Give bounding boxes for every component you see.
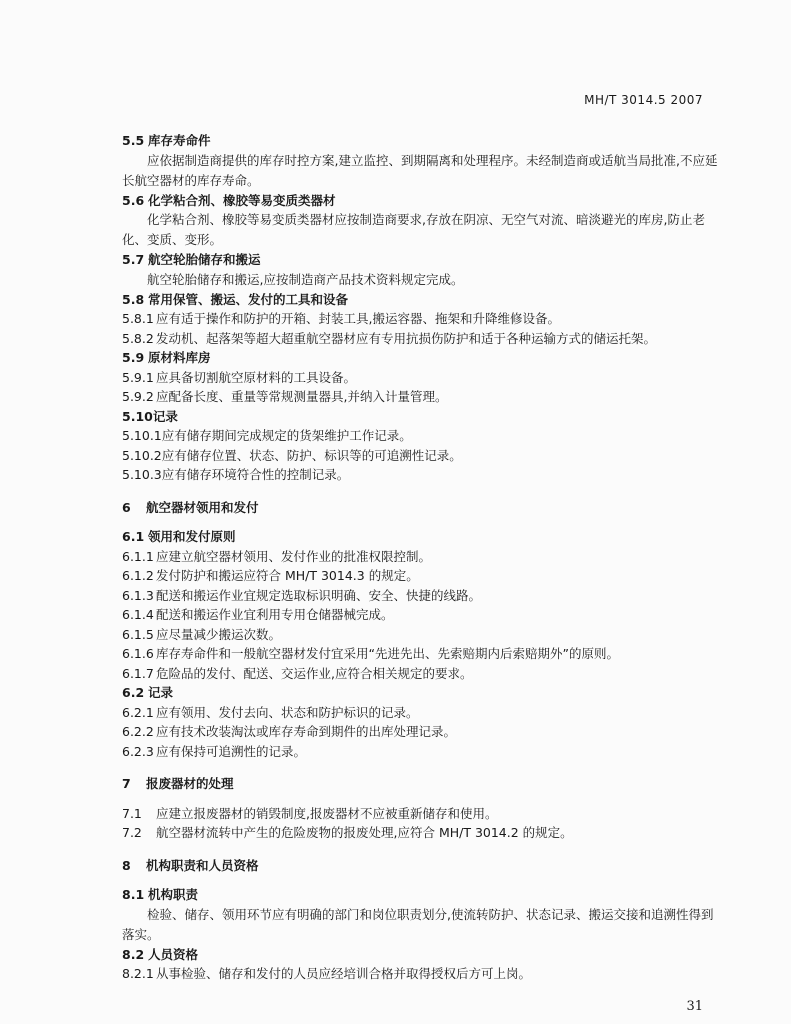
clause-item — [122, 722, 718, 742]
chapter-heading — [122, 498, 718, 518]
clause-text: 记录 — [148, 685, 174, 700]
clause-text: 应尽量减少搬运次数。 — [156, 626, 282, 642]
clause-item — [122, 605, 718, 625]
clause-number: 6.1.1 — [122, 548, 154, 564]
section-heading — [122, 250, 718, 270]
clause-number: 8 — [122, 857, 131, 873]
clause-number: 6.1.4 — [122, 607, 154, 622]
clause-text: 应有储存环境符合性的控制记录。 — [161, 467, 350, 482]
clause-number: 8.2.1 — [122, 966, 154, 981]
clause-item — [122, 586, 718, 606]
clause-item — [122, 368, 718, 388]
clause-text: 应有领用、发付去向、状态和防护标识的记录。 — [156, 704, 419, 720]
clause-number: 6.1.7 — [122, 665, 154, 681]
clause-number: 5.10.3 — [122, 467, 162, 482]
clause-item — [122, 964, 718, 984]
clause-number: 6.1 — [122, 529, 145, 544]
clause-item — [122, 547, 718, 567]
clause-text: 记录 — [152, 408, 178, 424]
clause-text: 应有储存位置、状态、防护、标识等的可追溯性记录。 — [161, 447, 462, 463]
clause-item — [122, 465, 718, 485]
clause-number: 7.1 — [122, 805, 142, 821]
clause-number: 5.10.1 — [122, 428, 162, 443]
section-heading — [122, 885, 718, 905]
clause-text: 发动机、起落架等超大超重航空器材应有专用抗损伤防护和适于各种运输方式的储运托架。 — [156, 330, 657, 346]
clause-text: 航空轮胎储存和搬运 — [148, 252, 261, 267]
clause-item — [122, 566, 718, 586]
clause-item — [122, 329, 718, 349]
clause-text: 报废器材的处理 — [146, 776, 234, 791]
page-number: 31 — [686, 999, 703, 1014]
clause-number: 6.1.3 — [122, 587, 154, 603]
clause-text: 应建立报废器材的销毁制度,报废器材不应被重新储存和使用。 — [156, 805, 498, 821]
body-paragraph: 化学粘合剂、橡胶等易变质类器材应按制造商要求,存放在阴凉、无空气对流、暗淡避光的库房,防止老化、变质、变形。 — [122, 212, 705, 247]
clause-number: 6.2.2 — [122, 724, 154, 739]
clause-number: 5.8.1 — [122, 311, 154, 326]
clause-number: 6.2.3 — [122, 743, 154, 759]
section-heading — [122, 131, 718, 151]
section-heading — [122, 527, 718, 547]
chapter-heading — [122, 774, 718, 794]
clause-number: 5.5 — [122, 133, 145, 148]
clause-text: 库存寿命件和一般航空器材发付宜采用“先进先出、先索赔期内后索赔期外”的原则。 — [156, 646, 619, 661]
clause-text: 应建立航空器材领用、发付作业的批准权限控制。 — [156, 548, 432, 564]
clause-text: 常用保管、搬运、发付的工具和设备 — [148, 291, 349, 307]
section-heading — [122, 191, 718, 211]
clause-number: 5.10 — [122, 408, 153, 424]
clause-number: 7 — [122, 776, 131, 791]
clause-text: 应有技术改装淘汰或库存寿命到期件的出库处理记录。 — [156, 724, 457, 739]
clause-text: 配送和搬运作业宜利用专用仓储器械完成。 — [156, 607, 394, 622]
clause-text: 机构职责 — [148, 887, 199, 902]
section-heading — [122, 683, 718, 703]
clause-item — [122, 625, 718, 645]
clause-number: 7.2 — [122, 825, 142, 840]
clause-number: 5.10.2 — [122, 447, 162, 463]
clause-number: 5.6 — [122, 192, 145, 208]
section-heading — [122, 945, 718, 965]
clause-text: 应有储存期间完成规定的货架维护工作记录。 — [161, 428, 412, 443]
clause-text: 航空器材领用和发付 — [146, 499, 259, 515]
clause-item — [122, 703, 718, 723]
clause-text: 发付防护和搬运应符合 MH/T 3014.3 的规定。 — [156, 568, 419, 583]
clause-text: 原材料库房 — [148, 350, 211, 365]
chapter-heading — [122, 856, 718, 876]
clause-number: 5.8 — [122, 291, 145, 307]
clause-item — [122, 426, 718, 446]
clause-text: 机构职责和人员资格 — [146, 857, 259, 873]
clause-text: 危险品的发付、配送、交运作业,应符合相关规定的要求。 — [156, 665, 473, 681]
clause-number: 8.2 — [122, 946, 145, 962]
clause-number: 6.2 — [122, 685, 145, 700]
clause-text: 配送和搬运作业宜规定选取标识明确、安全、快捷的线路。 — [156, 587, 482, 603]
clause-item — [122, 309, 718, 329]
clause-text: 应有适于操作和防护的开箱、封装工具,搬运容器、拖架和升降维修设备。 — [156, 311, 560, 326]
clause-item — [122, 742, 718, 762]
clause-text: 领用和发付原则 — [148, 529, 236, 544]
clause-number: 6 — [122, 499, 131, 515]
standard-code: MH/T 3014.5 2007 — [584, 93, 703, 107]
body-paragraph: 检验、储存、领用环节应有明确的部门和岗位职责划分,使流转防护、状态记录、搬运交接和追溯性得到落实。 — [122, 906, 714, 942]
clause-number: 8.1 — [122, 887, 145, 902]
clause-number: 5.9.1 — [122, 369, 154, 385]
clause-item — [122, 387, 718, 407]
clause-number: 6.1.2 — [122, 568, 154, 583]
clause-text: 应有保持可追溯性的记录。 — [156, 743, 307, 759]
section-heading — [122, 407, 718, 427]
clause-number: 6.1.5 — [122, 626, 154, 642]
clause-item — [122, 664, 718, 684]
body-paragraph: 航空轮胎储存和搬运,应按制造商产品技术资料规定完成。 — [147, 271, 464, 287]
clause-item — [122, 644, 718, 664]
clause-number: 6.2.1 — [122, 704, 154, 720]
clause-item — [122, 804, 718, 824]
clause-text: 应配备长度、重量等常规测量器具,并纳入计量管理。 — [156, 389, 448, 404]
clause-number: 6.1.6 — [122, 646, 154, 661]
section-heading — [122, 348, 718, 368]
clause-number: 5.9.2 — [122, 389, 154, 404]
clause-text: 应具备切割航空原材料的工具设备。 — [156, 369, 357, 385]
clause-text: 从事检验、储存和发付的人员应经培训合格并取得授权后方可上岗。 — [156, 966, 532, 981]
section-heading — [122, 290, 718, 310]
clause-text: 库存寿命件 — [148, 133, 211, 148]
document-body — [122, 131, 718, 984]
clause-item — [122, 446, 718, 466]
clause-text: 化学粘合剂、橡胶等易变质类器材 — [148, 192, 336, 208]
clause-number: 5.7 — [122, 252, 145, 267]
clause-item — [122, 823, 718, 843]
clause-number: 5.8.2 — [122, 330, 154, 346]
body-paragraph: 应依据制造商提供的库存时控方案,建立监控、到期隔离和处理程序。未经制造商或适航当局批准,不应延长航空器材的库存寿命。 — [122, 152, 718, 188]
clause-text: 航空器材流转中产生的危险废物的报废处理,应符合 MH/T 3014.2 的规定。 — [156, 825, 573, 840]
clause-text: 人员资格 — [148, 946, 199, 962]
clause-number: 5.9 — [122, 350, 145, 365]
